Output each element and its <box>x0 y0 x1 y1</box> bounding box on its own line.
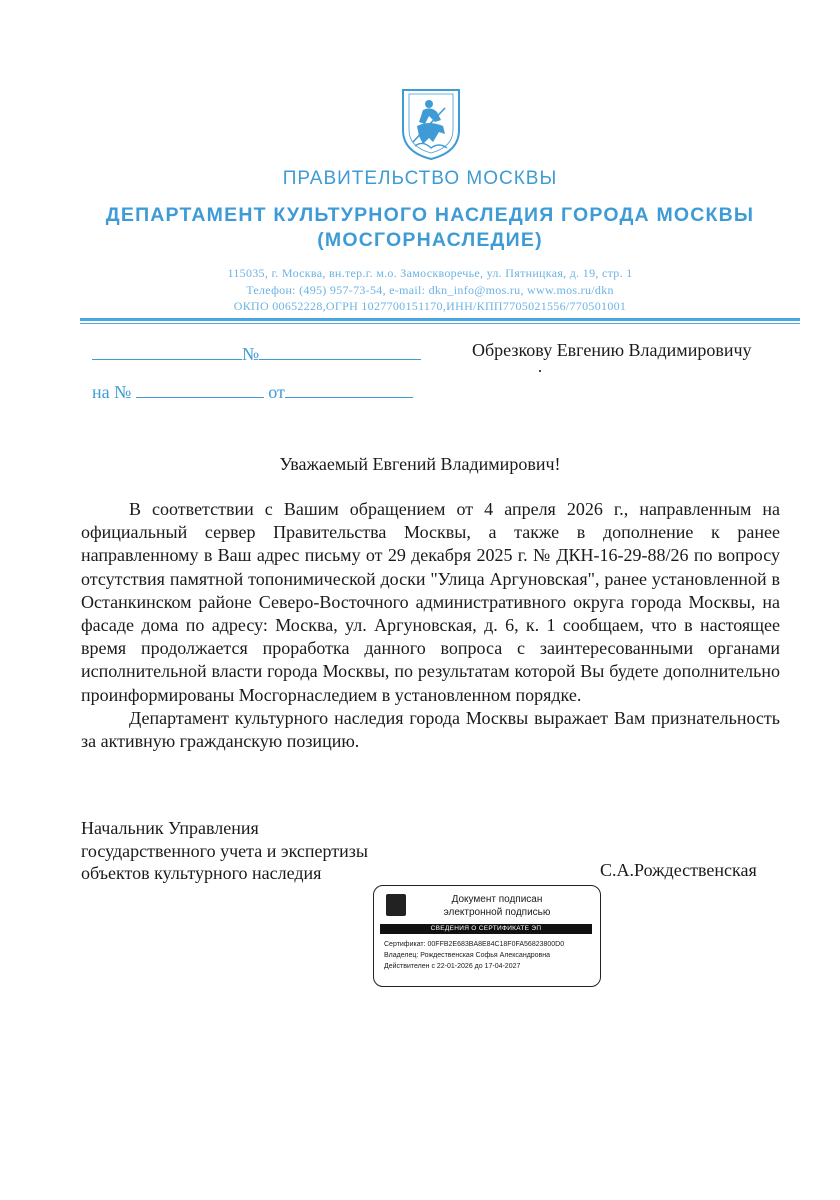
position-line-2: государственного учета и экспертизы <box>81 840 368 861</box>
stamp-title-line1: Документ подписан <box>451 894 543 905</box>
signatory-name: С.А.Рождественская <box>600 860 757 880</box>
addressee: Обрезкову Евгению Владимировичу <box>472 340 752 360</box>
reference-date-blank <box>285 383 413 398</box>
position-line-1: Начальник Управления <box>81 818 259 838</box>
reference-number-blank <box>136 383 264 398</box>
stamp-title <box>374 893 600 919</box>
position-line-3: объектов культурного наследия <box>81 863 322 883</box>
incoming-reference-field <box>92 382 413 403</box>
body-paragraph-1: В соответствии с Вашим обращением от 4 апреля 2026 г., направленным на официальный сервер Правительства Москвы, а также в дополнение к ранее направленному в Ваш адрес письму от 29 декабря 2025 г. № ДКН-16-29-88/26 по вопросу отсутствия памятной топонимической доски "Улица Аргуновская", ранее установленной в Останкинском районе Северо-Восточного административного округа города Москвы, на фасаде дома по адресу: Москва, ул. Аргуновская, д. 6, к. 1 сообщаем, что в настоящее время продолжается проработка данного вопроса с заинтересованными органами исполнительной власти города Москвы, по результатам которой Вы будете дополнительно проинформированы Мосгорнаследием в установленном порядке. <box>81 499 780 705</box>
certificate-info-bar: СВЕДЕНИЯ О СЕРТИФИКАТЕ ЭП <box>380 924 592 934</box>
outgoing-number-field <box>92 344 421 365</box>
stray-dot <box>539 370 541 372</box>
number-label: № <box>242 344 260 364</box>
moscow-coat-of-arms-icon <box>399 86 463 162</box>
department-codes: ОКПО 00652228,ОГРН 1027700151170,ИНН/КПП7705021556/770501001 <box>233 299 627 313</box>
certificate-owner: Владелец: Рождественская Софья Александровна <box>384 952 551 959</box>
department-contacts <box>0 265 840 315</box>
outgoing-date-blank <box>92 345 242 360</box>
department-phone: Телефон: (495) 957-73-54, e-mail: dkn_info@mos.ru, www.mos.ru/dkn <box>246 282 614 297</box>
greeting: Уважаемый Евгений Владимирович! <box>279 454 561 474</box>
from-label: от <box>268 382 285 402</box>
outgoing-number-blank <box>259 345 421 360</box>
department-title <box>0 203 840 253</box>
department-address: 115035, г. Москва, вн.тер.г. м.о. Замоскворечье, ул. Пятницкая, д. 19, стр. 1 <box>227 266 633 280</box>
letter-body <box>81 498 780 753</box>
department-title-line2: (МОСГОРНАСЛЕДИЕ) <box>317 229 543 251</box>
electronic-signature-stamp <box>373 885 601 987</box>
body-paragraph-2: Департамент культурного наследия города Москвы выражает Вам признательность за активную гражданскую позицию. <box>81 707 780 752</box>
signatory-position <box>81 817 368 885</box>
stamp-title-line2: электронной подписью <box>443 907 551 918</box>
header-divider-thin <box>80 323 800 324</box>
government-title: ПРАВИТЕЛЬСТВО МОСКВЫ <box>282 168 558 189</box>
certificate-number: Сертификат: 00FFB2E683BA8E84C18F0FA56823800D0 <box>384 941 565 948</box>
certificate-validity: Действителен с 22-01-2026 до 17-04-2027 <box>384 963 521 970</box>
header-divider-thick <box>80 318 800 321</box>
reference-label: на № <box>92 382 132 402</box>
department-title-line1: ДЕПАРТАМЕНТ КУЛЬТУРНОГО НАСЛЕДИЯ ГОРОДА МОСКВЫ <box>105 204 755 226</box>
certificate-details <box>384 939 564 972</box>
